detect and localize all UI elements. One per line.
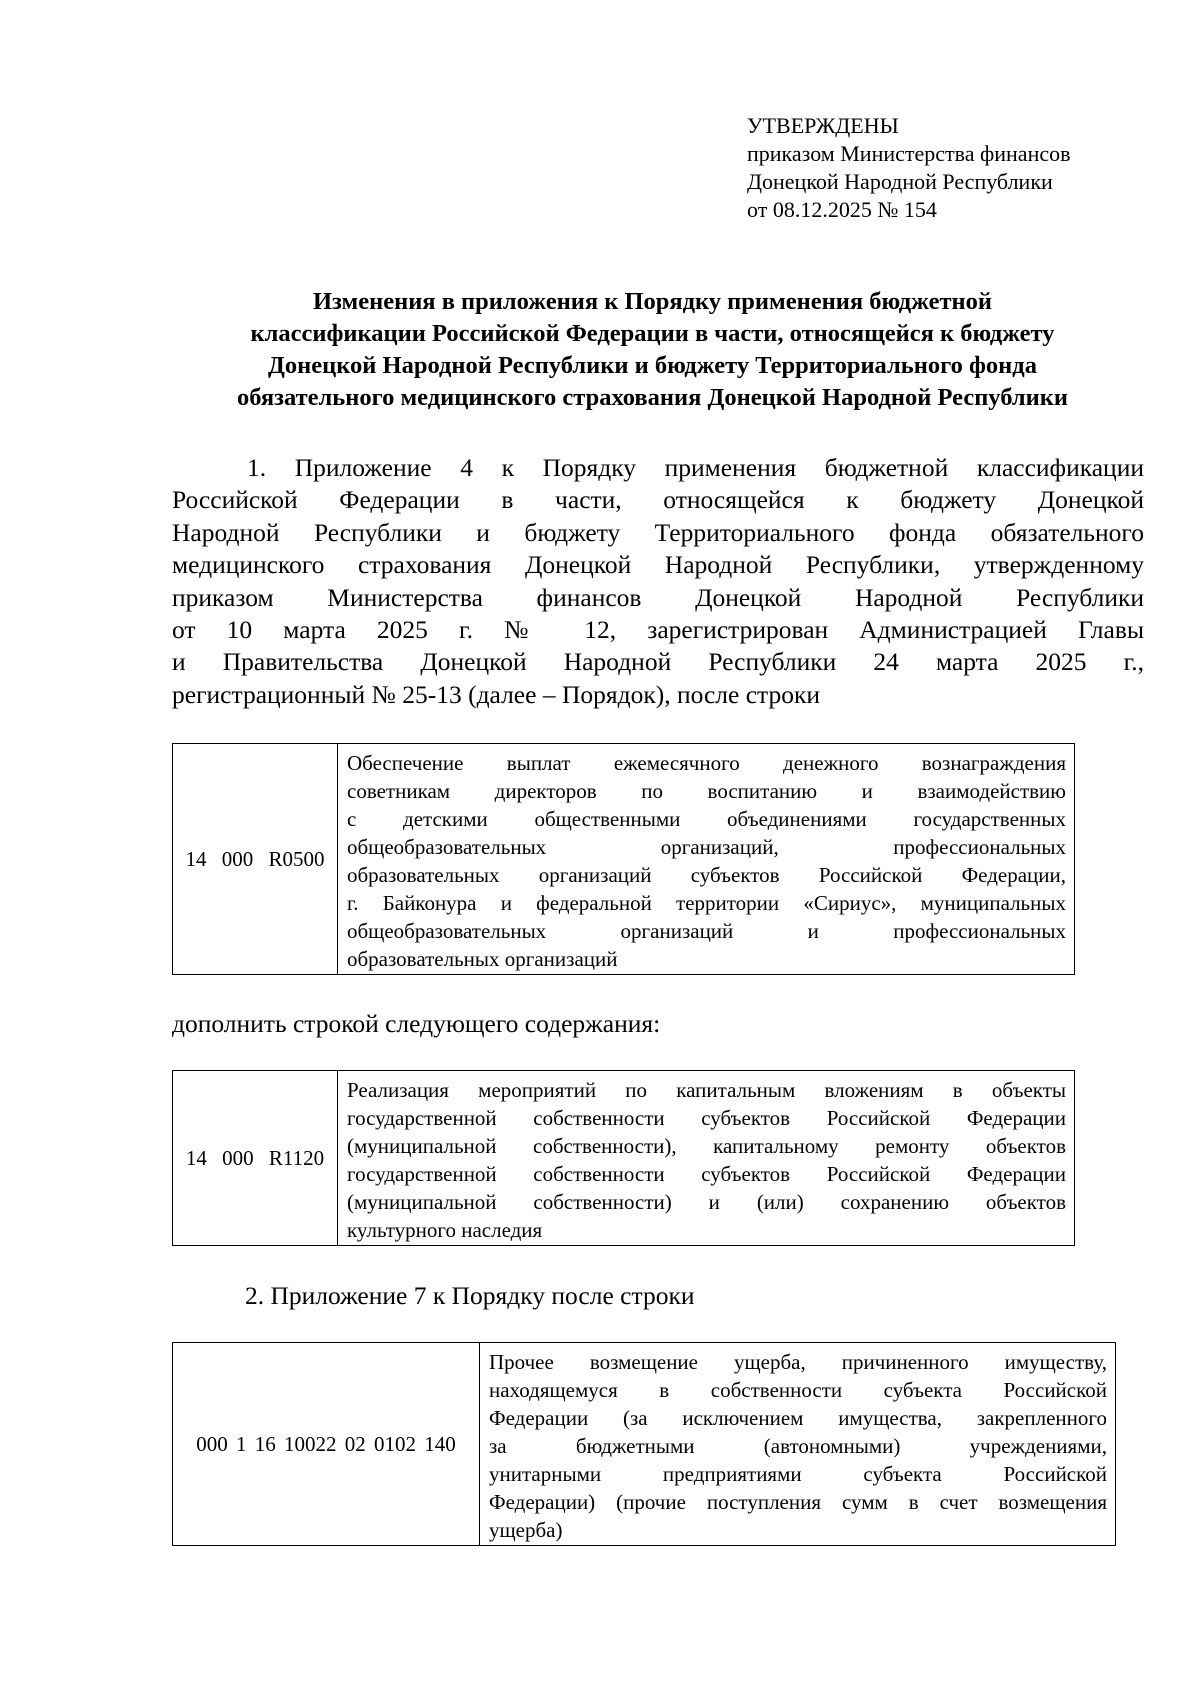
description-line: с детскими общественными объединениями государственных [347, 807, 1066, 831]
description-line: Прочее возмещение ущерба, причиненного имуществу, [489, 1350, 1107, 1374]
classification-table-3 [172, 1342, 1116, 1546]
table-row [173, 1071, 1075, 1246]
description-line: общеобразовательных организаций, профессиональных [347, 835, 1066, 859]
classification-table-1 [172, 743, 1075, 975]
paragraph-line: приказом Министерства финансов Донецкой Народной Республики [172, 582, 1144, 612]
description-line: культурного наследия [347, 1218, 543, 1242]
approval-line: Донецкой Народной Республики [747, 169, 1053, 194]
title-line: Изменения в приложения к Порядку применения бюджетной [312, 288, 993, 315]
approval-block [747, 112, 1071, 224]
code-cell: 14 000 R0500 [173, 744, 338, 975]
paragraph-line: 1. Приложение 4 к Порядку применения бюджетной классификации [247, 453, 1144, 482]
paragraph-line: и Правительства Донецкой Народной Республики 24 марта 2025 г., [172, 647, 1144, 677]
title-line: классификации Российской Федерации в части, относящейся к бюджету [250, 320, 1055, 347]
paragraph-2: 2. Приложение 7 к Порядку после строки [245, 1281, 695, 1310]
description-line: (муниципальной собственности) и (или) сохранению объектов [347, 1190, 1066, 1214]
description-line: (муниципальной собственности), капитальному ремонту объектов [347, 1134, 1066, 1158]
description-line: государственной собственности субъектов Российской Федерации [347, 1106, 1066, 1130]
description-line: Реализация мероприятий по капитальным вложениям в объекты [347, 1078, 1066, 1102]
description-line: общеобразовательных организаций и профессиональных [347, 919, 1066, 943]
description-line: унитарными предприятиями субъекта Российской [489, 1462, 1107, 1486]
description-line: образовательных организаций [347, 947, 618, 971]
paragraph-line: Народной Республики и бюджету Территориального фонда обязательного [172, 517, 1144, 547]
approval-heading: УТВЕРЖДЕНЫ [747, 113, 899, 138]
description-cell [338, 1071, 1075, 1246]
paragraph-1 [172, 452, 1144, 711]
description-line: ущерба) [489, 1518, 563, 1542]
document-title [160, 286, 1145, 414]
code-cell: 14 000 R1120 [173, 1071, 338, 1246]
description-line: Федерации (за исключением имущества, закрепленного [489, 1406, 1107, 1430]
description-line: г. Байконура и федеральной территории «Сириус», муниципальных [347, 891, 1066, 915]
description-cell [480, 1343, 1116, 1546]
table-row [173, 744, 1075, 975]
description-line: Федерации) (прочие поступления сумм в счет возмещения [489, 1490, 1107, 1514]
paragraph-line: регистрационный № 25-13 (далее – Порядок), после строки [172, 679, 821, 709]
description-cell [338, 744, 1075, 975]
supplement-text: дополнить строкой следующего содержания: [172, 1009, 661, 1038]
description-line: советникам директоров по воспитанию и взаимодействию [347, 779, 1066, 803]
description-line: государственной собственности субъектов Российской Федерации [347, 1162, 1066, 1186]
description-line: Обеспечение выплат ежемесячного денежного вознаграждения [347, 751, 1066, 775]
description-line: образовательных организаций субъектов Российской Федерации, [347, 863, 1066, 887]
code-cell: 000 1 16 10022 02 0102 140 [173, 1343, 480, 1546]
approval-date-line: от 08.12.2025 № 154 [747, 197, 937, 222]
title-line: Донецкой Народной Республики и бюджету Территориального фонда [268, 352, 1037, 379]
table-row [173, 1343, 1116, 1546]
description-line: находящемуся в собственности субъекта Российской [489, 1378, 1107, 1402]
title-line: обязательного медицинского страхования Донецкой Народной Республики [237, 384, 1068, 411]
paragraph-line: медицинского страхования Донецкой Народной Республики, утвержденному [172, 550, 1144, 580]
paragraph-line: Российской Федерации в части, относящейся к бюджету Донецкой [172, 485, 1144, 515]
approval-line: приказом Министерства финансов [747, 141, 1071, 166]
classification-table-2 [172, 1070, 1075, 1246]
description-line: за бюджетными (автономными) учреждениями, [489, 1434, 1107, 1458]
paragraph-line: от 10 марта 2025 г. № 12, зарегистрирован Администрацией Главы [172, 615, 1144, 645]
